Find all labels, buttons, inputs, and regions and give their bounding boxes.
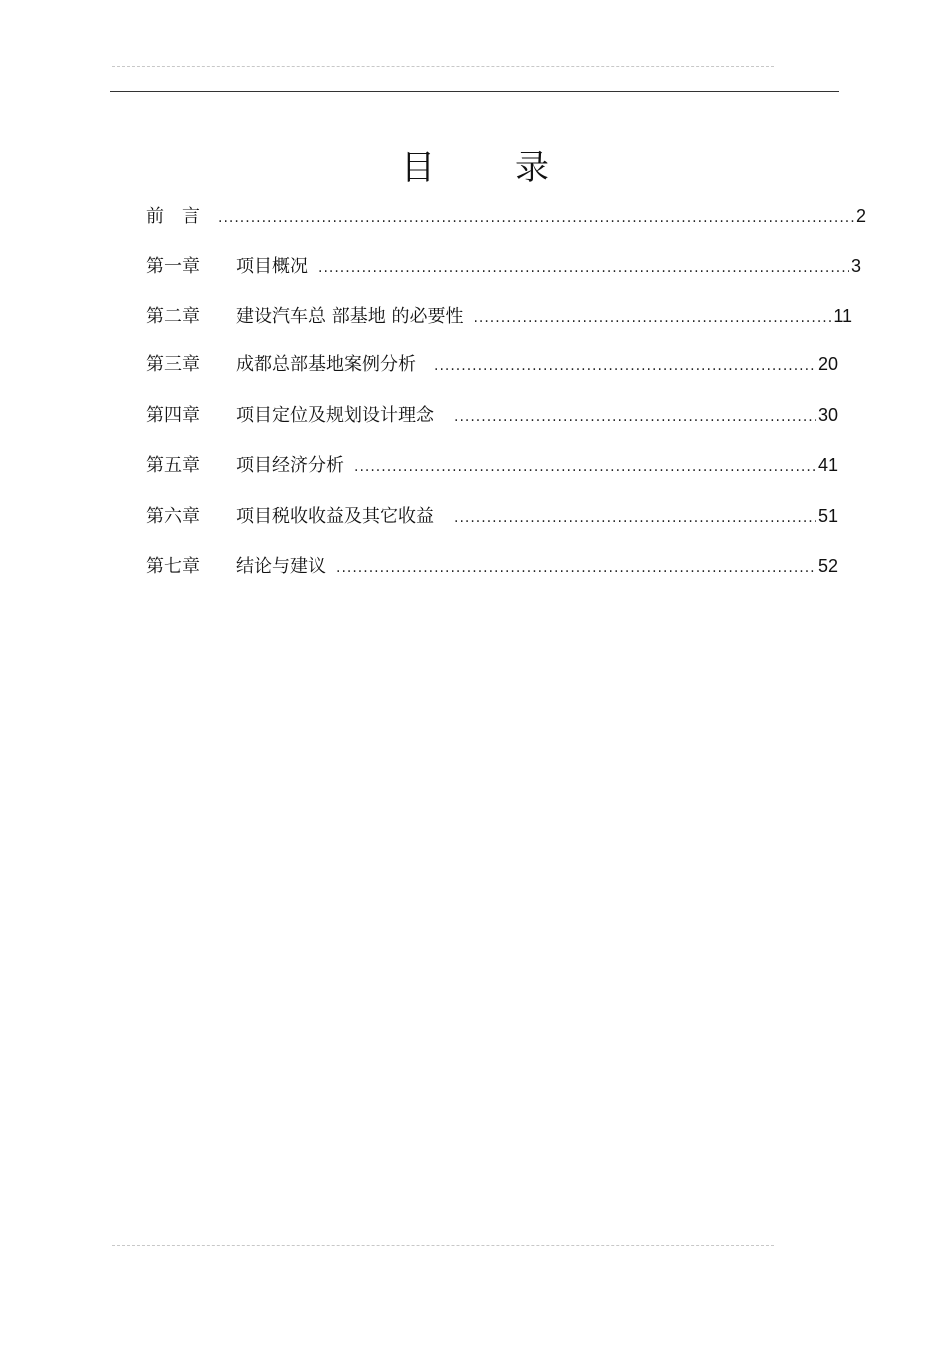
dot-leader xyxy=(454,506,816,528)
toc-entry-page: 2 xyxy=(855,206,866,226)
toc-entry-label: 第四章 xyxy=(146,405,200,426)
toc-entry-label: 第五章 xyxy=(146,455,200,476)
dot-leader xyxy=(454,405,816,427)
toc-entry-label: 第六章 xyxy=(146,506,200,527)
toc-entry-chapter-7[interactable] xyxy=(146,554,838,578)
toc-entry-title: 成都总部基地案例分析 xyxy=(236,354,416,375)
toc-entry-label: 第三章 xyxy=(146,354,200,375)
toc-entry-page: 41 xyxy=(817,455,838,475)
toc-title-char-2: 录 xyxy=(515,148,549,188)
toc-entry-page: 51 xyxy=(817,506,838,526)
toc-entry-page: 3 xyxy=(850,256,861,276)
toc-entry-chapter-2[interactable] xyxy=(146,304,852,328)
toc-entry-title: 项目经济分析 xyxy=(236,455,344,476)
toc-entry-page: 30 xyxy=(817,405,838,425)
toc-entry-page: 11 xyxy=(833,306,852,326)
toc-entry-label: 前 言 xyxy=(146,206,200,227)
toc-entry-page: 20 xyxy=(817,354,838,374)
dot-leader xyxy=(218,206,854,228)
toc-entry-chapter-3[interactable] xyxy=(146,352,838,376)
toc-entry-title: 项目税收收益及其它收益 xyxy=(236,506,434,527)
dot-leader xyxy=(336,556,816,578)
toc-title-char-1: 目 xyxy=(401,148,435,188)
toc-entry-label: 第七章 xyxy=(146,556,200,577)
toc-entry-title: 建设汽车总 部基地 的必要性 xyxy=(236,306,464,327)
toc-entry-title: 结论与建议 xyxy=(236,556,326,577)
header-dashed-line xyxy=(112,66,774,67)
dot-leader xyxy=(354,455,816,477)
toc-entry-label: 第一章 xyxy=(146,256,200,277)
toc-entry-chapter-4[interactable] xyxy=(146,403,838,427)
toc-entry-title: 项目概况 xyxy=(236,256,308,277)
dot-leader xyxy=(434,354,816,376)
header-rule xyxy=(110,91,839,92)
toc-entry-page: 52 xyxy=(817,556,838,576)
toc-entry-label: 第二章 xyxy=(146,306,200,327)
footer-dashed-line xyxy=(112,1245,774,1246)
toc-entry-title: 项目定位及规划设计理念 xyxy=(236,405,434,426)
toc-entry-chapter-5[interactable] xyxy=(146,453,838,477)
toc-title xyxy=(0,146,950,190)
toc-entry-chapter-1[interactable] xyxy=(146,254,861,278)
dot-leader xyxy=(318,256,849,278)
toc-entry-chapter-6[interactable] xyxy=(146,504,838,528)
dot-leader xyxy=(473,306,831,328)
toc-entry-preface[interactable] xyxy=(146,204,866,228)
